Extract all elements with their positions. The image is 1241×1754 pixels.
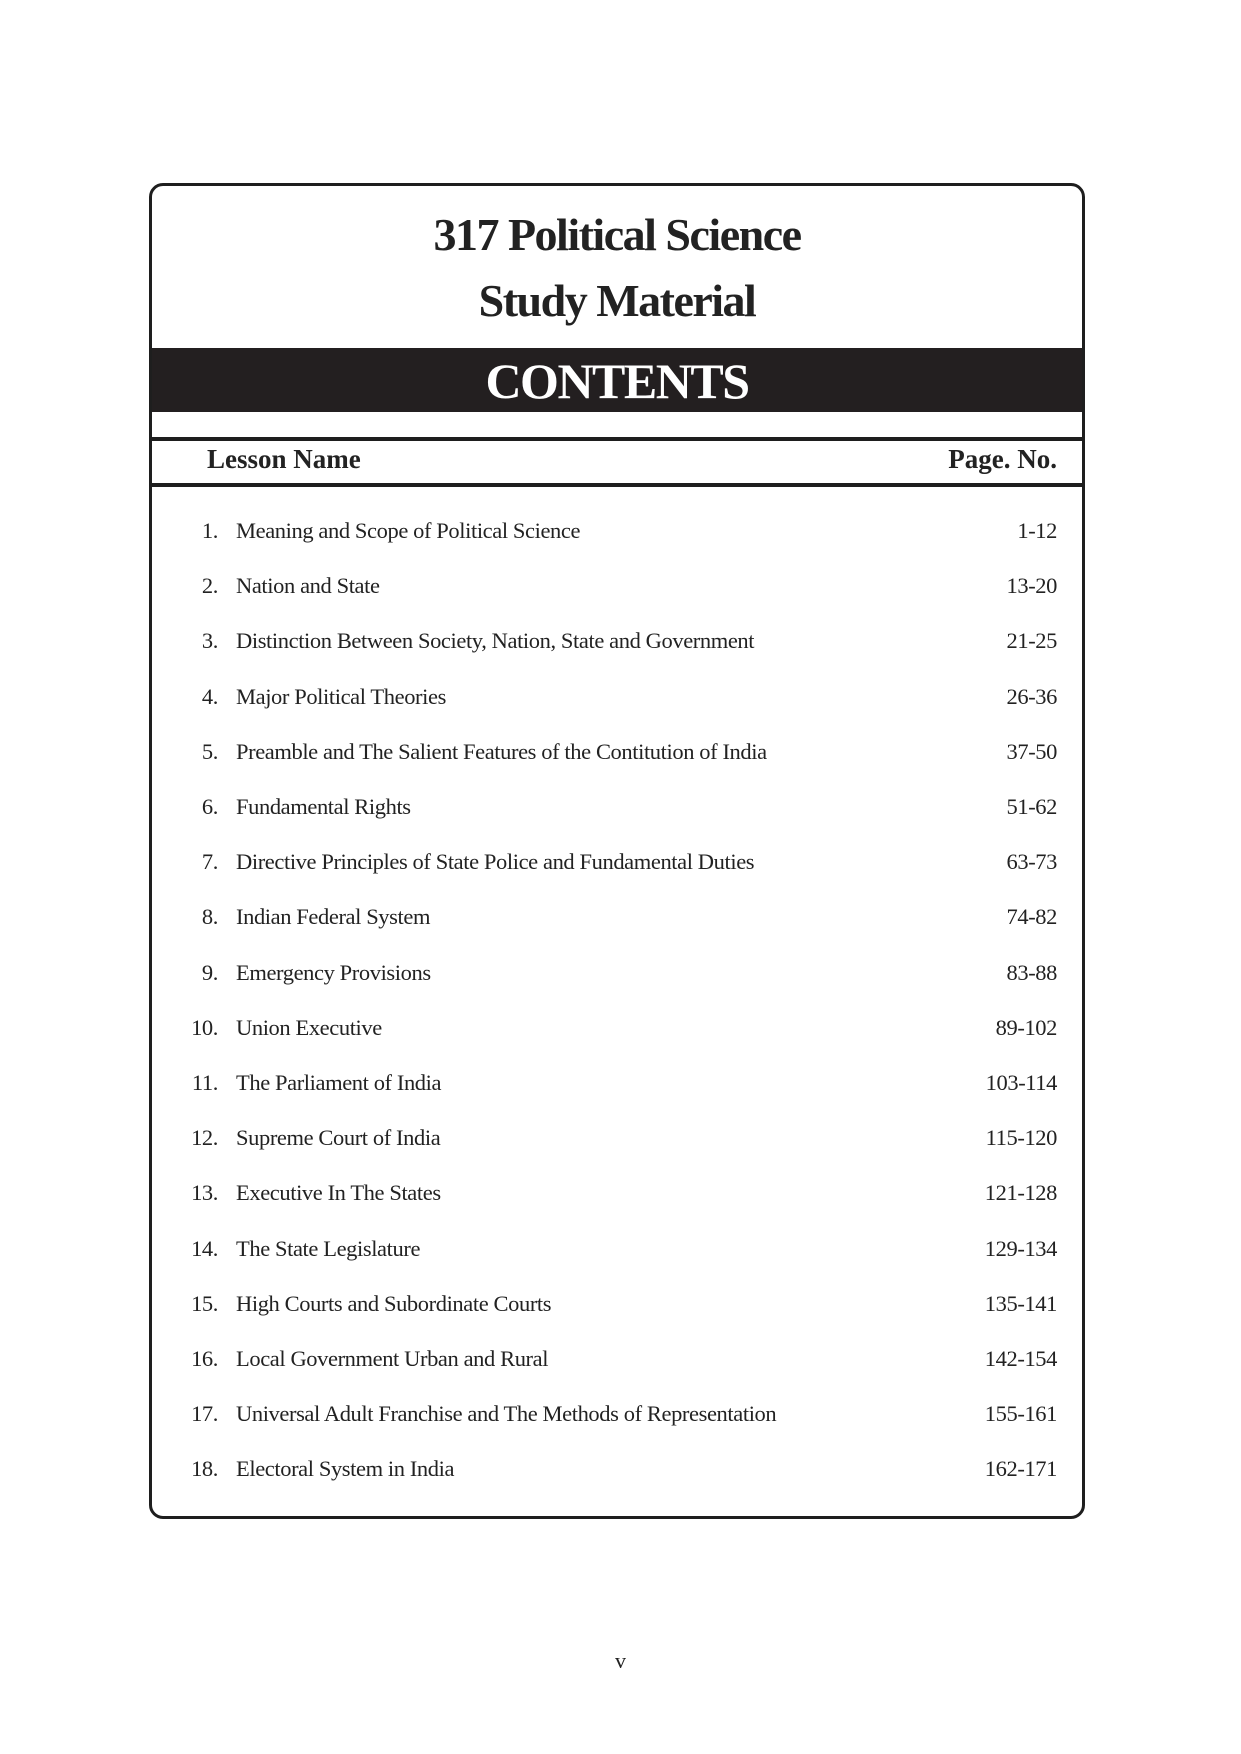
lesson-title: High Courts and Subordinate Courts bbox=[236, 1290, 552, 1316]
lesson-number: 4. bbox=[201, 683, 218, 709]
lesson-title: Meaning and Scope of Political Science bbox=[236, 518, 581, 543]
toc-entry[interactable] bbox=[152, 573, 1082, 603]
lesson-title: Distinction Between Society, Nation, State and Government bbox=[236, 628, 755, 654]
lesson-number: 18. bbox=[191, 1456, 218, 1482]
lesson-number: 14. bbox=[191, 1235, 218, 1261]
lesson-number: 11. bbox=[191, 1070, 218, 1095]
lesson-pages: 89-102 bbox=[995, 1014, 1057, 1040]
lesson-number: 8. bbox=[201, 904, 218, 930]
lesson-title: Local Government Urban and Rural bbox=[236, 1346, 549, 1371]
lesson-pages: 162-171 bbox=[984, 1456, 1057, 1482]
toc-entry[interactable] bbox=[152, 1070, 1082, 1100]
toc-entry[interactable] bbox=[152, 1401, 1082, 1431]
divider bbox=[152, 437, 1082, 441]
toc-entry[interactable] bbox=[152, 794, 1082, 824]
lesson-pages: 63-73 bbox=[1006, 849, 1057, 875]
lesson-number: 17. bbox=[191, 1401, 218, 1427]
lesson-number: 7. bbox=[201, 849, 218, 875]
lesson-pages: 37-50 bbox=[1006, 738, 1057, 764]
lesson-number: 9. bbox=[201, 959, 218, 985]
lesson-number: 1. bbox=[201, 518, 218, 543]
toc-entry[interactable] bbox=[152, 1180, 1082, 1210]
lesson-number: 12. bbox=[191, 1125, 218, 1151]
lesson-title: Major Political Theories bbox=[236, 683, 446, 709]
toc-entry[interactable] bbox=[152, 1346, 1082, 1376]
lesson-title: Electoral System in India bbox=[236, 1456, 455, 1482]
title-line-2: Study Material bbox=[478, 275, 756, 326]
lesson-pages: 13-20 bbox=[1006, 573, 1057, 599]
toc-entry[interactable] bbox=[152, 739, 1082, 769]
lesson-title: Fundamental Rights bbox=[236, 794, 411, 819]
lesson-title: Emergency Provisions bbox=[236, 959, 431, 985]
lesson-pages: 51-62 bbox=[1006, 794, 1057, 819]
divider bbox=[152, 483, 1082, 487]
lesson-title: Indian Federal System bbox=[236, 904, 431, 930]
lesson-title: Universal Adult Franchise and The Methods of Representation bbox=[236, 1401, 777, 1427]
toc-entry[interactable] bbox=[152, 1236, 1082, 1266]
page-number: v bbox=[615, 1648, 626, 1673]
lesson-pages: 103-114 bbox=[985, 1070, 1057, 1095]
toc-entry[interactable] bbox=[152, 1456, 1082, 1486]
lesson-pages: 21-25 bbox=[1006, 628, 1057, 654]
toc-entry[interactable] bbox=[152, 1015, 1082, 1045]
lesson-number: 6. bbox=[201, 794, 218, 819]
toc-entry[interactable] bbox=[152, 628, 1082, 658]
lesson-title: Nation and State bbox=[236, 573, 380, 599]
toc-entry[interactable] bbox=[152, 1291, 1082, 1321]
lesson-number: 5. bbox=[201, 738, 218, 764]
lesson-pages: 115-120 bbox=[985, 1125, 1057, 1151]
contents-heading: CONTENTS bbox=[152, 348, 1082, 412]
lesson-pages: 121-128 bbox=[984, 1180, 1057, 1206]
toc-entry[interactable] bbox=[152, 1125, 1082, 1155]
toc-entry[interactable] bbox=[152, 960, 1082, 990]
contents-frame bbox=[149, 183, 1085, 1519]
lesson-number: 10. bbox=[191, 1014, 218, 1040]
lesson-pages: 1-12 bbox=[1017, 518, 1057, 543]
lesson-number: 13. bbox=[191, 1180, 218, 1206]
lesson-title: Supreme Court of India bbox=[236, 1125, 441, 1151]
title-line-1: 317 Political Science bbox=[433, 209, 801, 260]
page-no-header: Page. No. bbox=[948, 444, 1057, 474]
lesson-title: The State Legislature bbox=[236, 1235, 421, 1261]
lesson-title: Executive In The States bbox=[236, 1180, 441, 1206]
toc-entry[interactable] bbox=[152, 684, 1082, 714]
lesson-title: Preamble and The Salient Features of the Contitution of India bbox=[236, 738, 767, 764]
lesson-number: 16. bbox=[191, 1346, 218, 1371]
lesson-pages: 74-82 bbox=[1006, 904, 1057, 930]
lesson-title: Directive Principles of State Police and Fundamental Duties bbox=[236, 849, 755, 875]
lesson-name-header: Lesson Name bbox=[207, 444, 361, 474]
lesson-number: 2. bbox=[201, 573, 218, 599]
toc-entry[interactable] bbox=[152, 518, 1082, 548]
lesson-number: 15. bbox=[191, 1290, 218, 1316]
lesson-number: 3. bbox=[201, 628, 218, 654]
lesson-pages: 26-36 bbox=[1006, 683, 1057, 709]
lesson-pages: 155-161 bbox=[984, 1401, 1057, 1427]
lesson-title: Union Executive bbox=[236, 1014, 382, 1040]
toc-entry[interactable] bbox=[152, 849, 1082, 879]
lesson-title: The Parliament of India bbox=[236, 1070, 442, 1095]
lesson-pages: 83-88 bbox=[1006, 959, 1057, 985]
lesson-pages: 142-154 bbox=[984, 1346, 1057, 1371]
toc-entry[interactable] bbox=[152, 904, 1082, 934]
lesson-pages: 129-134 bbox=[984, 1235, 1057, 1261]
lesson-pages: 135-141 bbox=[984, 1290, 1057, 1316]
